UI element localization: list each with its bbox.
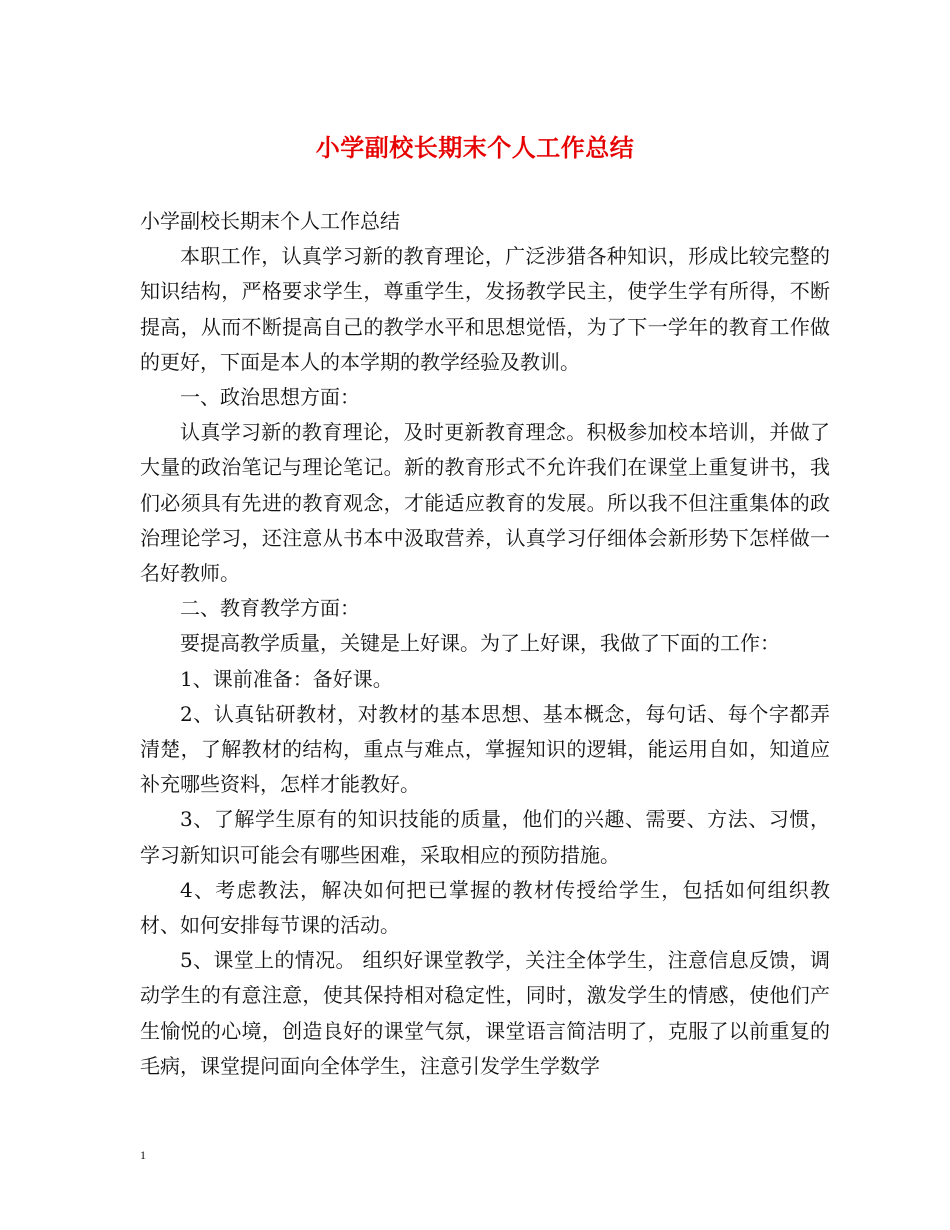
politics-paragraph: 认真学习新的教育理论，及时更新教育理念。积极参加校本培训，并做了大量的政治笔记与理论笔记。新的教育形式不允许我们在课堂上重复讲书，我们必须具有先进的教育观念，才能适应教育的发展。所以我不但注重集体的政治理论学习，还注意从书本中汲取营养，认真学习仔细体会新形势下怎样做一名好教师。	[140, 420, 830, 586]
document-title: 小学副校长期末个人工作总结	[315, 133, 635, 162]
document-body	[140, 204, 830, 1084]
list-item-3: 3、了解学生原有的知识技能的质量，他们的兴趣、需要、方法、习惯，学习新知识可能会有哪些困难，采取相应的预防措施。	[140, 807, 830, 867]
list-item-5: 5、课堂上的情况。 组织好课堂教学，关注全体学生，注意信息反馈，调动学生的有意注意，使其保持相对稳定性，同时，激发学生的情感，使他们产生愉悦的心境，创造良好的课堂气氛，课堂语言简洁明了，克服了以前重复的毛病，课堂提问面向全体学生，注意引发学生学数学	[140, 948, 830, 1078]
list-item-2: 2、认真钻研教材，对教材的基本思想、基本概念，每句话、每个字都弄清楚，了解教材的结构，重点与难点，掌握知识的逻辑，能运用自如，知道应补充哪些资料，怎样才能教好。	[140, 701, 830, 797]
list-item-4: 4、考虑教法，解决如何把已掌握的教材传授给学生，包括如何组织教材、如何安排每节课的活动。	[140, 877, 830, 938]
teaching-intro-paragraph: 要提高教学质量，关键是上好课。为了上好课，我做了下面的工作：	[180, 631, 780, 656]
page-number: 1	[140, 1148, 146, 1162]
list-item-1: 1、课前准备：备好课。	[180, 666, 393, 691]
intro-paragraph: 本职工作，认真学习新的教育理论，广泛涉猎各种知识，形成比较完整的知识结构，严格要求学生，尊重学生，发扬教学民主，使学生学有所得，不断提高，从而不断提高自己的教学水平和思想觉悟，为了下一学年的教育工作做的更好，下面是本人的本学期的教学经验及教训。	[140, 244, 830, 374]
section-heading-politics: 一、政治思想方面：	[180, 385, 360, 410]
subtitle-paragraph: 小学副校长期末个人工作总结	[140, 209, 400, 233]
section-heading-teaching: 二、教育教学方面：	[180, 596, 360, 621]
